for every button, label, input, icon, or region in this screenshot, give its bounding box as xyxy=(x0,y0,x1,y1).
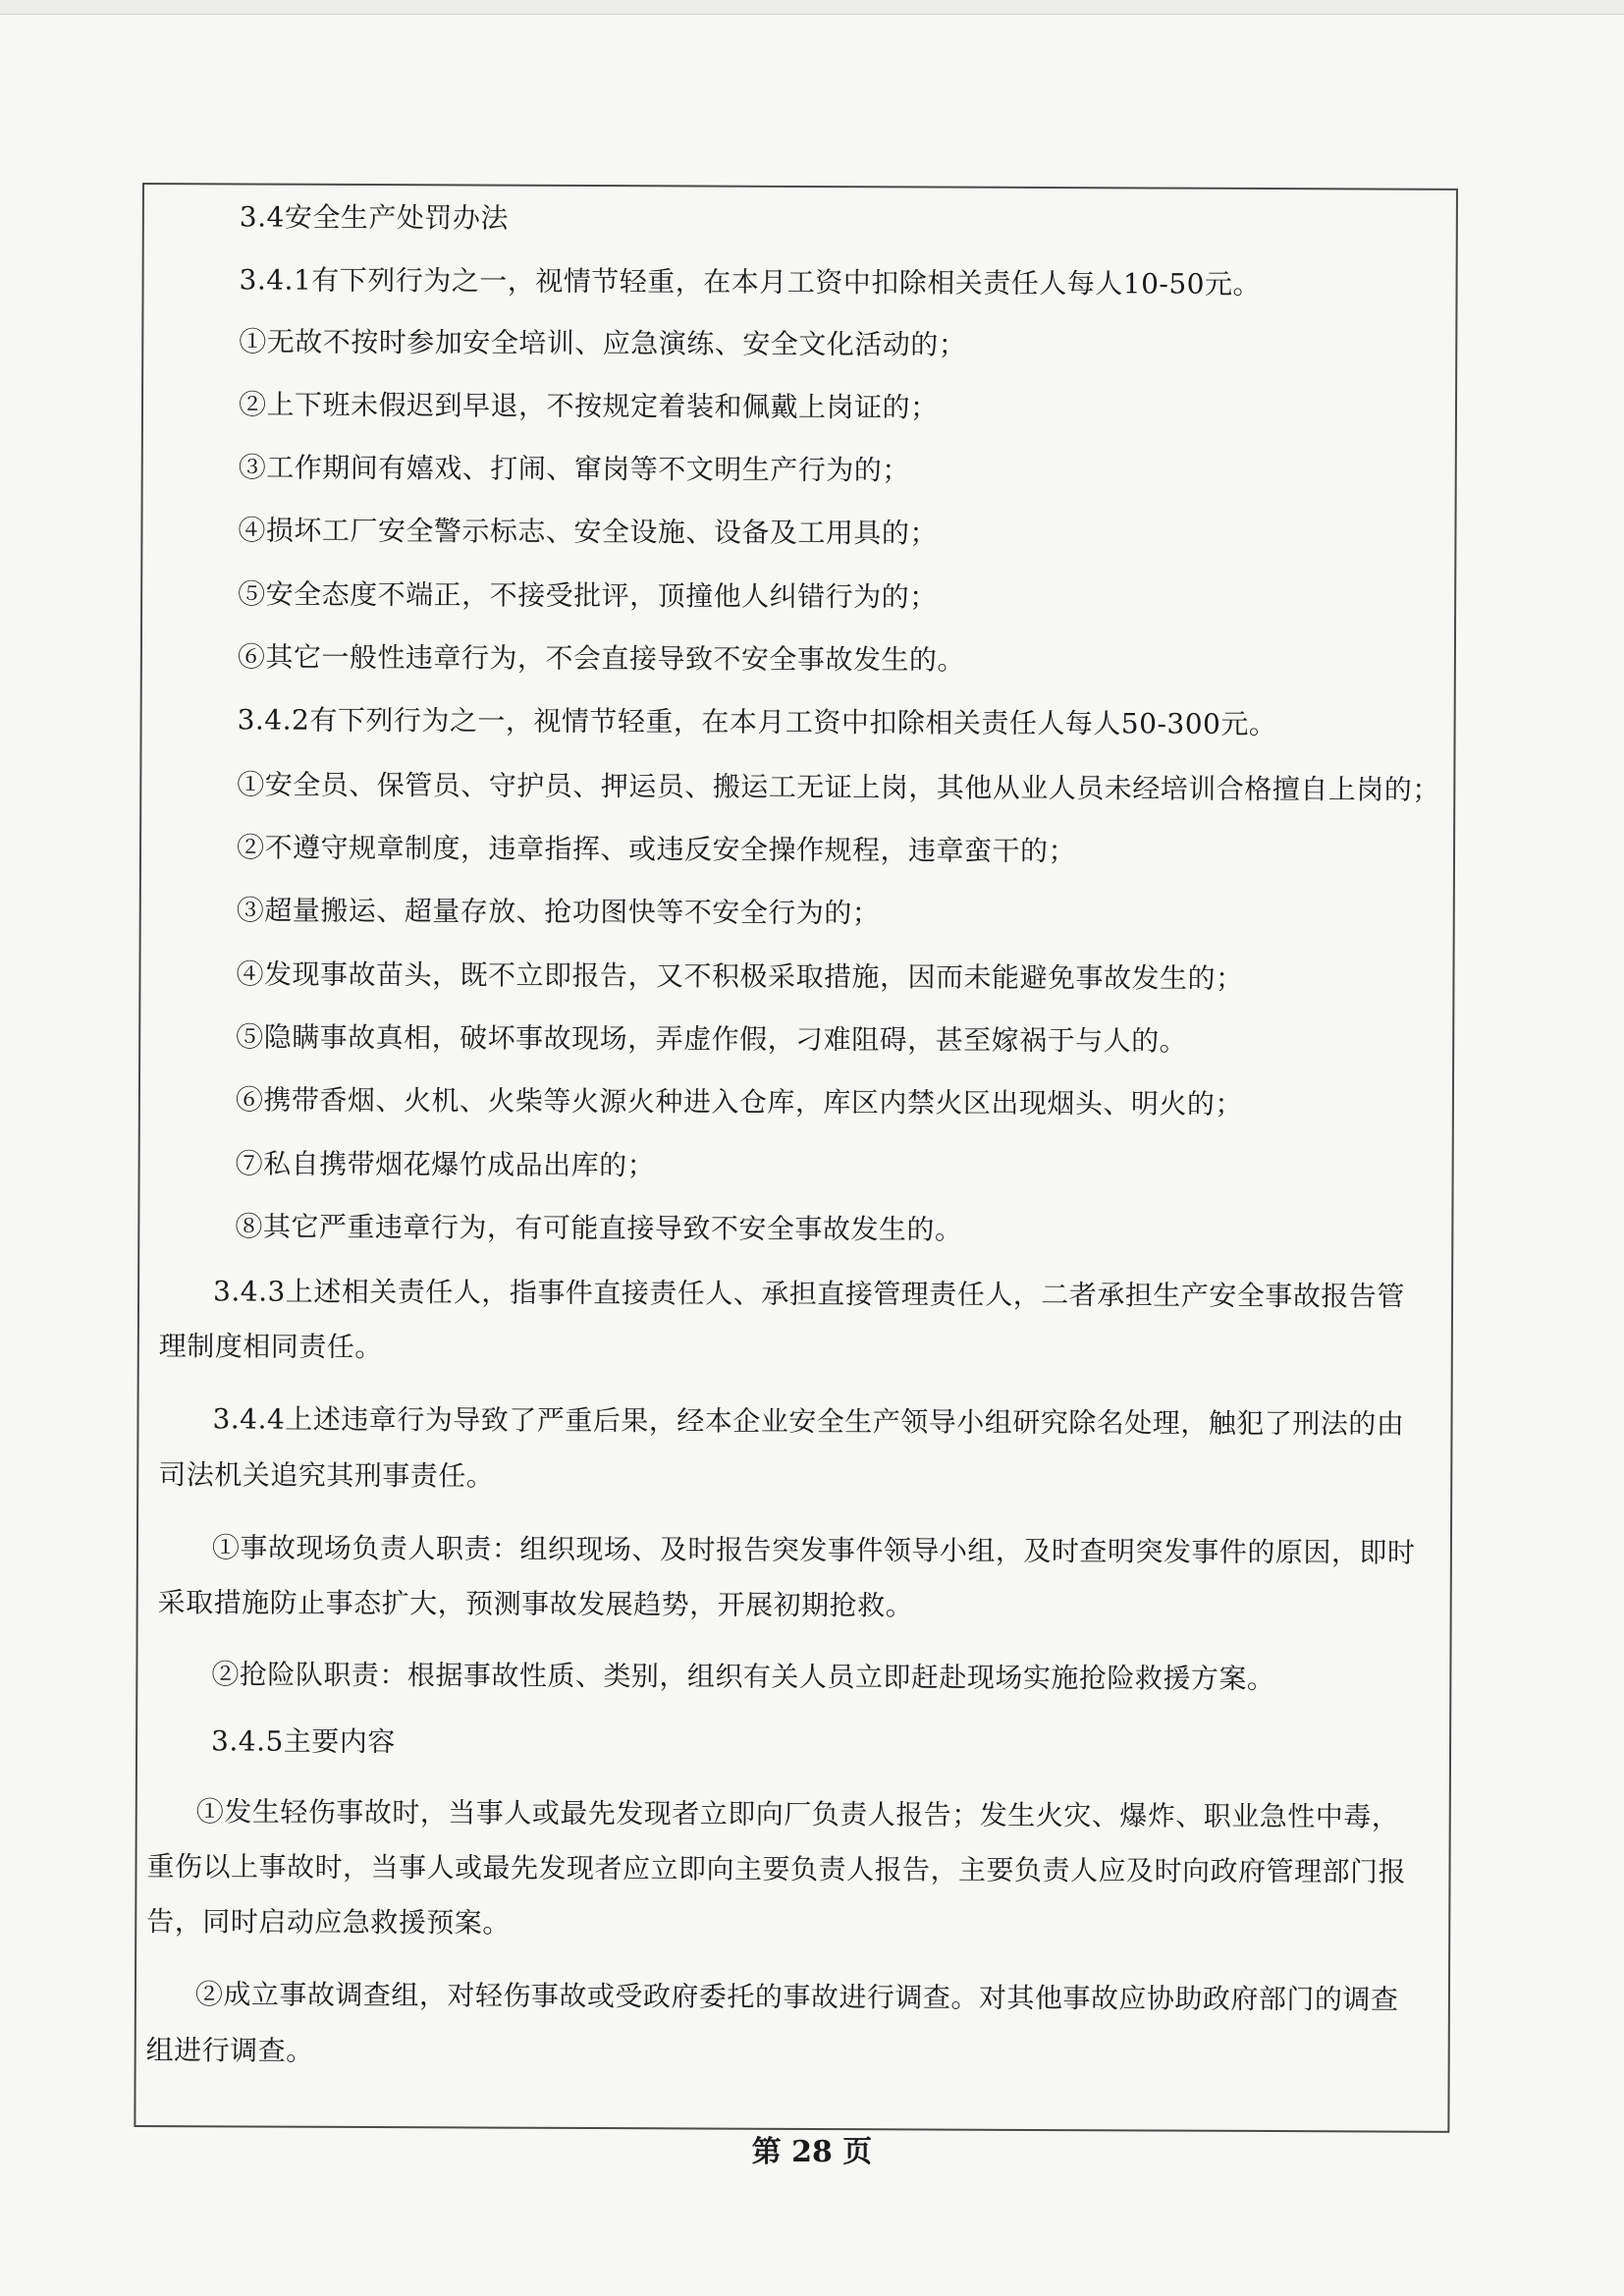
content-1-line-1: ①发生轻伤事故时，当事人或最先发现者立即向厂负责人报告；发生火灾、爆炸、职业急性中毒， xyxy=(195,1795,1400,1833)
clause-3-4-2-item-8: ⑧其它严重违章行为，有可能直接导致不安全事故发生的。 xyxy=(235,1210,963,1246)
duty-rescue-team: ②抢险队职责：根据事故性质、类别，组织有关人员立即赶赴现场实施抢险救援方案。 xyxy=(211,1658,1275,1696)
clause-3-4-2-item-5: ⑤隐瞒事故真相，破坏事故现场，弄虚作假，刁难阻碍，甚至嫁祸于与人的。 xyxy=(236,1020,1188,1058)
clause-3-4-1-item-6: ⑥其它一般性违章行为，不会直接导致不安全事故发生的。 xyxy=(237,640,965,677)
clause-3-4-2-item-4: ④发现事故苗头，既不立即报告，又不积极采取措施，因而未能避免事故发生的； xyxy=(236,957,1244,995)
clause-3-4-1-item-4: ④损坏工厂安全警示标志、安全设施、设备及工用具的； xyxy=(238,514,939,550)
duty-site-leader-line-1: ①事故现场负责人职责：组织现场、及时报告突发事件领导小组，及时查明突发事件的原因，即时 xyxy=(211,1531,1416,1569)
clause-3-4-2-item-2: ②不遵守规章制度，违章指挥、或违反安全操作规程，违章蛮干的； xyxy=(236,831,1077,868)
clause-3-4-2-item-6: ⑥携带香烟、火机、火柴等火源火种进入仓库，库区内禁火区出现烟头、明火的； xyxy=(235,1083,1244,1121)
clause-3-4-5: 3.4.5主要内容 xyxy=(211,1724,396,1759)
clause-3-4-3-line-1: 3.4.3上述相关责任人，指事件直接责任人、承担直接管理责任人，二者承担生产安全事故报告管 xyxy=(213,1275,1405,1313)
clause-3-4-4-line-2: 司法机关追究其刑事责任。 xyxy=(158,1458,495,1493)
content-1-line-2: 重伤以上事故时，当事人或最先发现者应立即向主要负责人报告，主要负责人应及时向政府管理部门报 xyxy=(146,1850,1407,1888)
clause-3-4-2-item-7: ⑦私自携带烟花爆竹成品出库的； xyxy=(235,1147,656,1182)
clause-3-4-1-item-3: ③工作期间有嬉戏、打闹、窜岗等不文明生产行为的； xyxy=(238,451,910,487)
section-title: 3.4安全生产处罚办法 xyxy=(239,200,509,235)
clause-3-4-2: 3.4.2有下列行为之一，视情节轻重，在本月工资中扣除相关责任人每人50-300元。 xyxy=(237,703,1277,741)
clause-3-4-1-item-1: ①无故不按时参加安全培训、应急演练、安全文化活动的； xyxy=(239,325,967,361)
page-number: 第 28 页 xyxy=(751,2135,873,2169)
clause-3-4-1-item-5: ⑤安全态度不端正，不接受批评，顶撞他人纠错行为的； xyxy=(238,577,938,614)
duty-site-leader-line-2: 采取措施防止事态扩大，预测事故发展趋势，开展初期抢救。 xyxy=(157,1586,914,1622)
clause-3-4-1-item-2: ②上下班未假迟到早退，不按规定着装和佩戴上岗证的； xyxy=(238,388,939,424)
content-2-line-2: 组进行调查。 xyxy=(145,2034,314,2067)
scan-top-edge xyxy=(0,0,1624,15)
document-frame xyxy=(134,183,1458,2133)
clause-3-4-3-line-2: 理制度相同责任。 xyxy=(158,1330,383,1364)
clause-3-4-1: 3.4.1有下列行为之一，视情节轻重，在本月工资中扣除相关责任人每人10-50元。 xyxy=(239,263,1262,301)
clause-3-4-4-line-1: 3.4.4上述违章行为导致了严重后果，经本企业安全生产领导小组研究除名处理，触犯了刑法的由 xyxy=(212,1402,1405,1441)
content-1-line-3: 告，同时启动应急救援预案。 xyxy=(146,1905,511,1940)
clause-3-4-2-item-1: ①安全员、保管员、守护员、押运员、搬运工无证上岗，其他从业人员未经培训合格擅自上岗的； xyxy=(237,768,1440,806)
clause-3-4-2-item-3: ③超量搬运、超量存放、抢功图快等不安全行为的； xyxy=(236,894,881,930)
content-2-line-1: ②成立事故调查组，对轻伤事故或受政府委托的事故进行调查。对其他事故应协助政府部门的调查 xyxy=(194,1978,1399,2016)
